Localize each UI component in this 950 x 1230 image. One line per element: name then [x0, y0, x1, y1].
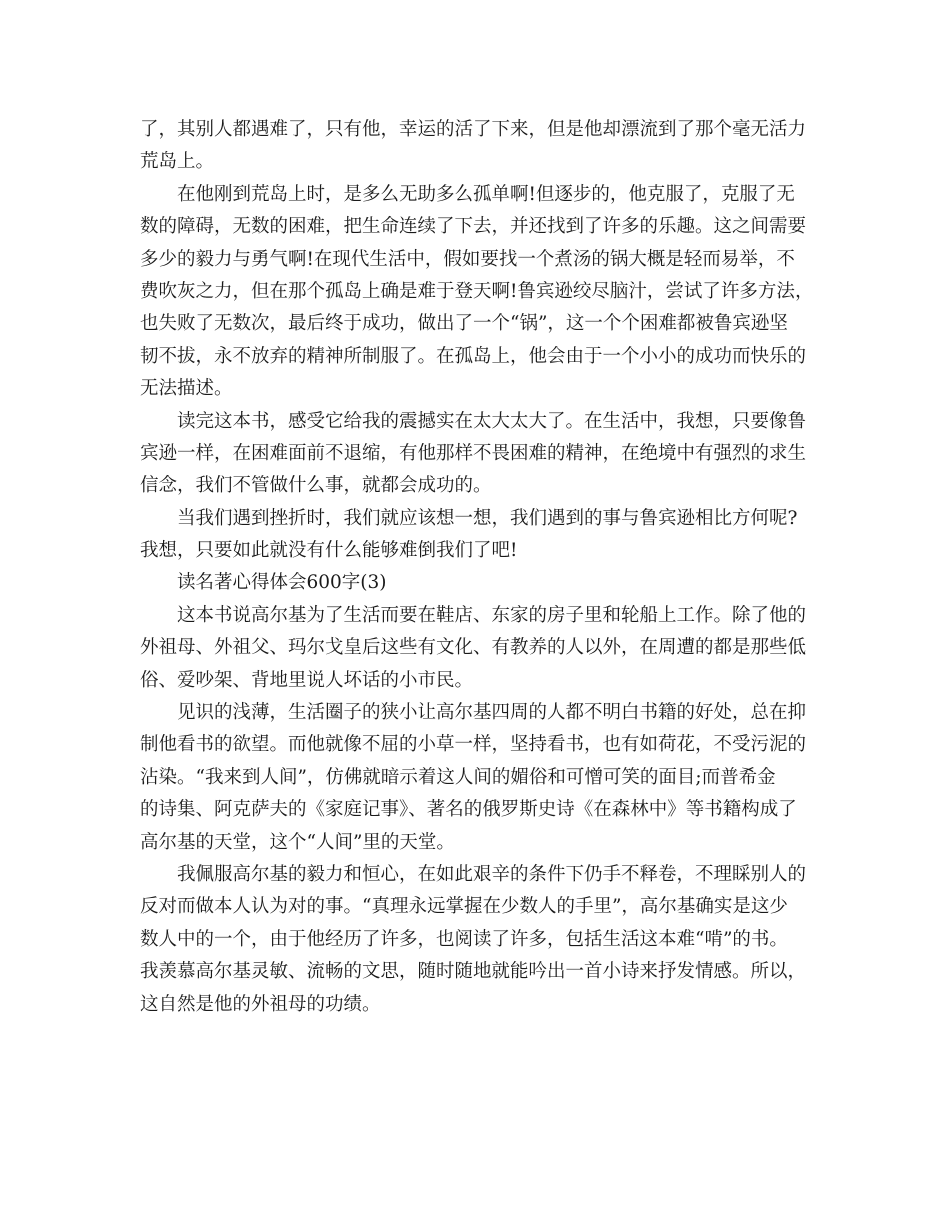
text-line: 这本书说高尔基为了生活而要在鞋店、东家的房子里和轮船上工作。除了他的 — [177, 604, 807, 626]
text-line: 我佩服高尔基的毅力和恒心，在如此艰辛的条件下仍手不释卷，不理睬别人的 — [177, 863, 807, 885]
text-line: 见识的浅薄，生活圈子的狭小让高尔基四周的人都不明白书籍的好处，总在抑 — [177, 702, 807, 724]
text-line: 信念，我们不管做什么事，就都会成功的。 — [140, 475, 492, 497]
text-line: 韧不拔，永不放弃的精神所制服了。在孤岛上，他会由于一个小小的成功而快乐的 — [140, 345, 807, 367]
text-line: 沾染。“我来到人间”，仿佛就暗示着这人间的媚俗和可憎可笑的面目;而普希金 — [140, 766, 776, 788]
text-line: 无法描述。 — [140, 378, 233, 400]
text-line: 数人中的一个，由于他经历了许多，也阅读了许多，包括生活这本难“啃”的书。 — [140, 928, 788, 950]
text-line: 荒岛上。 — [140, 151, 215, 173]
text-line: 也失败了无数次，最后终于成功，做出了一个“锅”，这一个个困难都被鲁宾逊坚 — [140, 313, 788, 335]
text-line: 了，其别人都遇难了，只有他，幸运的活了下来，但是他却漂流到了那个毫无活力 — [140, 119, 807, 140]
text-line: 的诗集、阿克萨夫的《家庭记事》、著名的俄罗斯史诗《在森林中》等书籍构成了 — [140, 799, 797, 821]
text-line: 数的障碍，无数的困难，把生命连续了下去，并还找到了许多的乐趣。这之间需要 — [140, 216, 807, 238]
section-heading: 读名著心得体会600字(3) — [177, 572, 387, 594]
text-line: 多少的毅力与勇气啊!在现代生活中，假如要找一个煮汤的锅大概是轻而易举，不 — [140, 248, 795, 270]
text-line: 宾逊一样，在困难面前不退缩，有他那样不畏困难的精神，在绝境中有强烈的求生 — [140, 442, 807, 464]
text-line: 读完这本书，感受它给我的震撼实在太大太大了。在生活中，我想，只要像鲁 — [177, 410, 807, 432]
text-line: 高尔基的天堂，这个“人间”里的天堂。 — [140, 831, 455, 853]
text-line: 制他看书的欲望。而他就像不屈的小草一样，坚持看书，也有如荷花，不受污泥的 — [140, 734, 807, 756]
document-body-text — [140, 114, 816, 1021]
text-line: 当我们遇到挫折时，我们就应该想一想，我们遇到的事与鲁宾逊相比方何呢? — [177, 507, 798, 529]
text-line: 这自然是他的外祖母的功绩。 — [140, 993, 381, 1015]
text-line: 外祖母、外祖父、玛尔戈皇后这些有文化、有教养的人以外，在周遭的都是那些低 — [140, 637, 807, 659]
text-line: 反对而做本人认为对的事。“真理永远掌握在少数人的手里”，高尔基确实是这少 — [140, 896, 788, 918]
text-line: 我想，只要如此就没有什么能够难倒我们了吧! — [140, 540, 518, 562]
text-line: 我羡慕高尔基灵敏、流畅的文思，随时随地就能吟出一首小诗来抒发情感。所以， — [140, 961, 807, 983]
text-line: 费吹灰之力，但在那个孤岛上确是难于登天啊!鲁宾逊绞尽脑汁，尝试了许多方法， — [140, 280, 814, 302]
text-line: 在他刚到荒岛上时，是多么无助多么孤单啊!但逐步的，他克服了，克服了无 — [177, 183, 795, 205]
text-line: 俗、爱吵架、背地里说人坏话的小市民。 — [140, 669, 474, 691]
